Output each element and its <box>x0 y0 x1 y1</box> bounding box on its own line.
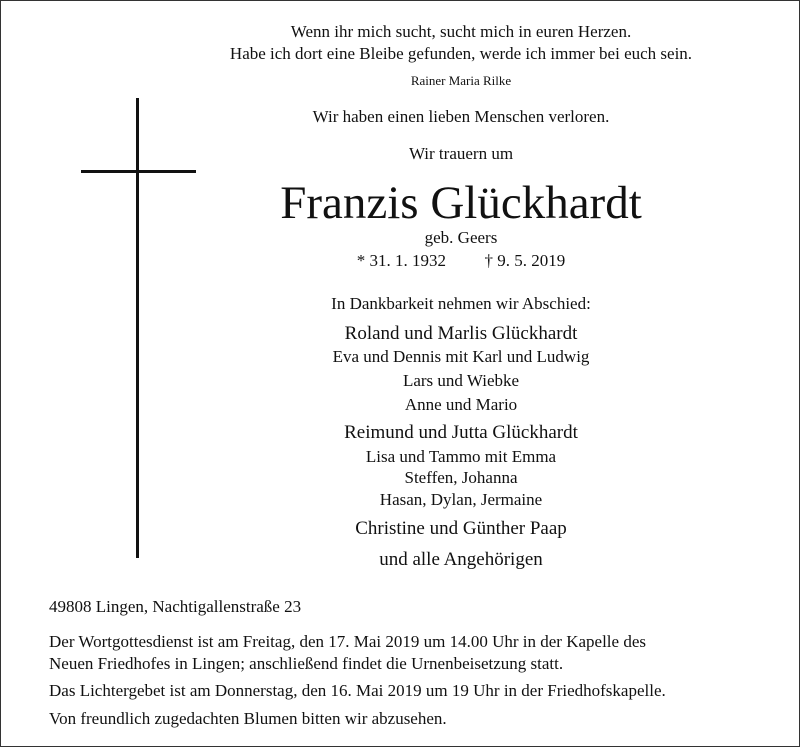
quote-line-2: Habe ich dort eine Bleibe gefunden, werde ich immer bei euch sein. <box>229 44 693 63</box>
family-member: Eva und Dennis mit Karl und Ludwig <box>332 347 590 366</box>
family-group-2-head: Reimund und Jutta Glückhardt <box>344 422 578 443</box>
mourners-heading: In Dankbarkeit nehmen wir Abschied: <box>331 294 591 313</box>
cross-icon <box>136 98 139 558</box>
family-member: Lars und Wiebke <box>402 371 520 390</box>
deceased-name: Franzis Glückhardt <box>280 177 642 229</box>
cross-icon-bar <box>81 170 196 173</box>
family-group-3-head: Christine und Günther Paap <box>355 518 567 539</box>
birth-name: geb. Geers <box>424 228 498 247</box>
death-date: † 9. 5. 2019 <box>484 251 566 270</box>
service-note-line-1: Der Wortgottesdienst ist am Freitag, den 17. Mai 2019 um 14.00 Uhr in der Kapelle des <box>49 632 646 651</box>
quote-author: Rainer Maria Rilke <box>410 73 512 88</box>
intro-line-1: Wir haben einen lieben Menschen verloren. <box>312 107 610 126</box>
quote-line-1: Wenn ihr mich sucht, sucht mich in euren Herzen. <box>290 22 632 41</box>
service-note-line-2: Neuen Friedhofes in Lingen; anschließend findet die Urnenbeisetzung statt. <box>49 654 564 673</box>
prayer-note: Das Lichtergebet ist am Donnerstag, den 16. Mai 2019 um 19 Uhr in der Friedhofskapelle. <box>49 681 666 700</box>
family-group-1-head: Roland und Marlis Glückhardt <box>344 323 578 344</box>
address: 49808 Lingen, Nachtigallenstraße 23 <box>49 597 302 616</box>
other-relatives: und alle Angehörigen <box>379 549 543 570</box>
birth-date: * 31. 1. 1932 <box>356 251 446 270</box>
family-member: Hasan, Dylan, Jermaine <box>379 490 543 509</box>
family-member: Lisa und Tammo mit Emma <box>365 447 557 466</box>
flowers-note: Von freundlich zugedachten Blumen bitten wir abzusehen. <box>49 709 447 728</box>
intro-line-2: Wir trauern um <box>408 144 514 163</box>
life-dates <box>191 250 731 272</box>
family-member: Anne und Mario <box>404 395 518 414</box>
family-member: Steffen, Johanna <box>404 468 518 487</box>
